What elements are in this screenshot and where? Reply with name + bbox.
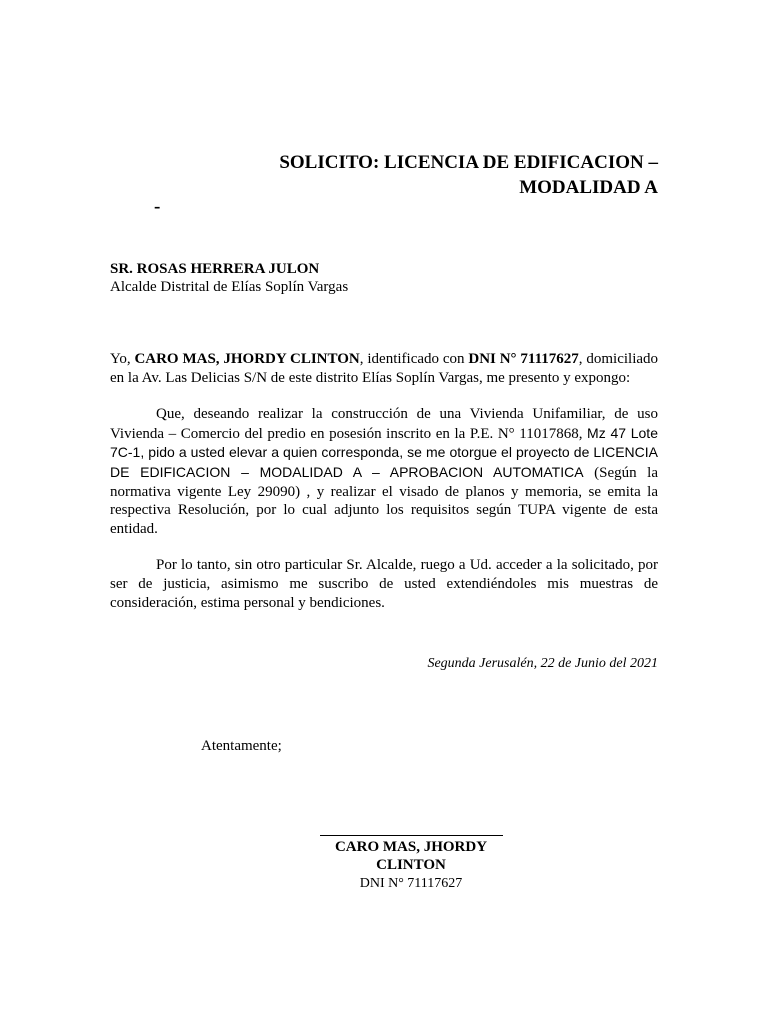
- title-dash: -: [154, 196, 161, 217]
- paragraph-2: [110, 405, 658, 538]
- title-line-1: SOLICITO: LICENCIA DE EDIFICACION –: [279, 152, 658, 173]
- paragraph-1: [110, 350, 658, 387]
- p1-intro: Yo,: [110, 351, 135, 367]
- signature-line: [320, 835, 503, 836]
- p2-sans-part: Mz 47 Lote 7C-1, pido a usted elevar a quien corresponda, se me otorgue el proyecto de LICENCIA DE EDIFICACION – MODALIDAD A – APROBACION AUTOMATICA: [110, 424, 658, 480]
- p2-part-b: (Según la normativa vigente Ley 29090) , y realizar el visado de planos y memoria, se emita la respectiva Resolución, por lo cual adjunto los requisitos según TUPA vigente de esta entidad.: [110, 464, 659, 537]
- recipient-role: Alcalde Distrital de Elías Soplín Vargas: [110, 279, 349, 295]
- applicant-name: CARO MAS, JHORDY CLINTON: [134, 351, 360, 367]
- signatory-dni: DNI N° 71117627: [359, 876, 463, 891]
- applicant-dni: DNI N° 71117627: [468, 351, 579, 367]
- letter-body: [110, 350, 658, 612]
- signatory-name-line-2: CLINTON: [376, 857, 446, 873]
- closing: Atentamente;: [201, 738, 282, 754]
- title-line-2: MODALIDAD A: [519, 177, 658, 198]
- request-title: [200, 150, 658, 200]
- signatory-name-line-1: CARO MAS, JHORDY: [334, 839, 488, 855]
- p1-mid: , identificado con: [359, 351, 469, 367]
- paragraph-3: Por lo tanto, sin otro particular Sr. Alcalde, ruego a Ud. acceder a la solicitado, por ser de justicia, asimismo me suscribo de usted extendiéndoles mis muestras de consideración, estima personal y bendiciones.: [110, 557, 658, 611]
- p2-part-a: Que, deseando realizar la construcción de una Vivienda Unifamiliar, de uso Vivienda – Comercio del predio en posesión inscrito en la P.E. N° 11017868,: [110, 406, 658, 442]
- signatory-name: [310, 838, 512, 874]
- recipient-name: SR. ROSAS HERRERA JULON: [110, 261, 320, 277]
- p1-rest: , domiciliado en la Av. Las Delicias S/N de este distrito Elías Soplín Vargas, me presento y expongo:: [110, 351, 659, 386]
- date-line: Segunda Jerusalén, 22 de Junio del 2021: [427, 656, 658, 671]
